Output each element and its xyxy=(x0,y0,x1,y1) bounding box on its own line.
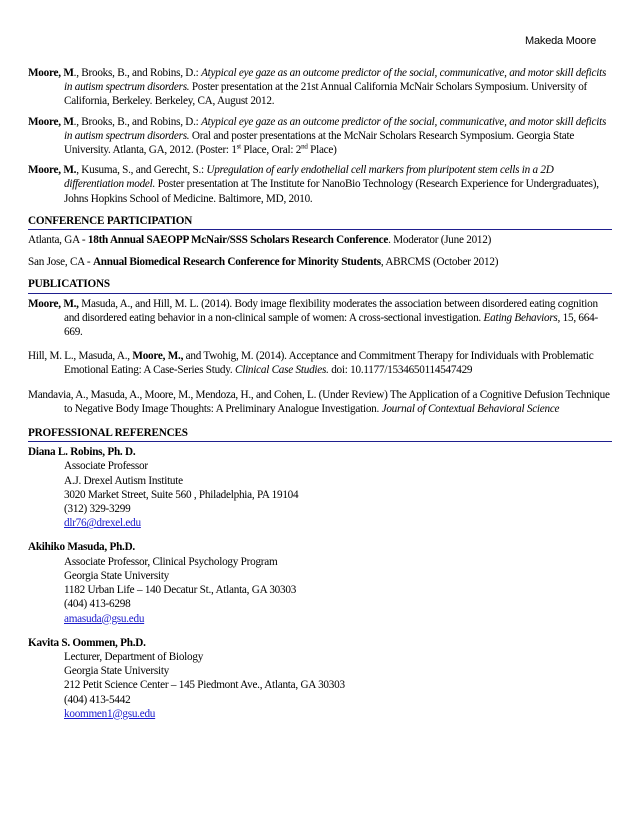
reference-phone: (404) 413-6298 xyxy=(64,598,131,611)
presentation-entry xyxy=(28,66,612,109)
reference-address: 212 Petit Science Center – 145 Piedmont Ave., Atlanta, GA 30303 xyxy=(64,679,345,692)
pub-text: and Twohig, M. (2014). Acceptance and Commitment Therapy for Individuals with Problematic Emotional Eating: A Case-Series Study. xyxy=(64,350,594,377)
publication-entry xyxy=(28,388,612,416)
reference-title: Associate Professor xyxy=(64,460,148,473)
reference-institution: Georgia State University xyxy=(64,665,170,678)
reference-name: Akihiko Masuda, Ph.D. xyxy=(28,541,135,554)
reference-phone: (404) 413-5442 xyxy=(64,693,131,706)
presentation-details: Place) xyxy=(307,144,337,157)
pub-pre: Mandavia, A., Masuda, A., Moore, M., Mendoza, H., and Cohen, L. (Under Review) The Application of a Cognitive Defusion Technique to Negative Body Image Thoughts: A Preliminary Analogue Investigation. xyxy=(28,388,610,415)
author-bold: Moore, M xyxy=(28,67,74,79)
presentation-details: Poster presentation at the 21st Annual California McNair Scholars Symposium. University of California, Berkeley. Berkeley, CA, August 2012. xyxy=(64,81,588,108)
pub-pre: Hill, M. L., Masuda, A., xyxy=(28,350,133,363)
author-list: ., Brooks, B., and Robins, D.: xyxy=(73,115,202,128)
reference-email-link[interactable]: koommen1@gsu.edu xyxy=(64,707,156,720)
reference-card xyxy=(28,445,612,530)
conference-item xyxy=(28,233,612,247)
reference-card xyxy=(28,636,612,721)
pub-journal: Clinical Case Studies. xyxy=(235,364,329,377)
pub-text: Masuda, A., and Hill, M. L. (2014). Body image flexibility moderates the association between disordered eating cognition and disordered eating behavior in a non-clinical sample of women: A cross-sectional investigation. xyxy=(64,297,598,324)
reference-title: Associate Professor, Clinical Psychology Program xyxy=(64,555,278,568)
presentation-entry xyxy=(28,115,612,158)
author-bold: Moore, M. xyxy=(28,164,77,177)
presentation-title: Atypical eye gaze as an outcome predictor of the social, communicative, and motor skill deficits in autism spectrum disorders. xyxy=(64,115,607,142)
pub-author-bold: Moore, M., xyxy=(132,350,184,363)
header-name: Makeda Moore xyxy=(525,35,596,47)
section-heading-publications: PUBLICATIONS xyxy=(28,277,612,293)
conference-name: 18th Annual SAEOPP McNair/SSS Scholars Research Conference xyxy=(87,234,389,247)
resume-content xyxy=(28,66,612,731)
author-list: ., Brooks, B., and Robins, D.: xyxy=(73,67,202,79)
publication-entry xyxy=(28,297,612,340)
conference-role: , ABRCMS (October 2012) xyxy=(380,256,499,269)
reference-address: 3020 Market Street, Suite 560 , Philadelphia, PA 19104 xyxy=(64,488,299,501)
conference-location: Atlanta, GA - xyxy=(28,234,88,247)
pub-journal: Journal of Contextual Behavioral Science xyxy=(381,402,560,415)
superscript: st xyxy=(236,142,241,151)
section-heading-conference: CONFERENCE PARTICIPATION xyxy=(28,214,612,230)
pub-author-bold: Moore, M., xyxy=(28,297,79,310)
presentation-title: Upregulation of early endothelial cell markers from pluripotent stem cells in a 2D differentiation model. xyxy=(64,164,554,191)
reference-email-link[interactable]: amasuda@gsu.edu xyxy=(64,612,145,625)
reference-card xyxy=(28,540,612,625)
pub-end: 15, 664-669. xyxy=(64,311,598,339)
reference-phone: (312) 329-3299 xyxy=(64,503,131,516)
presentation-details: Poster presentation at The Institute for NanoBio Technology (Research Experience for Undergraduates), Johns Hopkins School of Medicine. Baltimore, MD, 2010. xyxy=(64,178,599,205)
conference-role: . Moderator (June 2012) xyxy=(388,234,492,247)
presentation-entry xyxy=(28,163,612,206)
author-list: , Kusuma, S., and Gerecht, S.: xyxy=(76,164,207,177)
pub-journal: Eating Behaviors, xyxy=(483,311,561,324)
author-bold: Moore, M xyxy=(28,115,74,128)
conference-item xyxy=(28,255,612,269)
section-heading-references: PROFESSIONAL REFERENCES xyxy=(28,426,612,442)
reference-name: Diana L. Robins, Ph. D. xyxy=(28,446,136,459)
publication-entry xyxy=(28,349,612,377)
reference-email-link[interactable]: dlr76@drexel.edu xyxy=(64,517,141,530)
reference-institution: Georgia State University xyxy=(64,569,170,582)
reference-address: 1182 Urban Life – 140 Decatur St., Atlanta, GA 30303 xyxy=(64,584,297,597)
conference-location: San Jose, CA - xyxy=(28,256,93,269)
conference-name: Annual Biomedical Research Conference for Minority Students xyxy=(92,256,381,269)
reference-institution: A.J. Drexel Autism Institute xyxy=(64,474,183,487)
pub-end: doi: 10.1177/1534650114547429 xyxy=(328,364,473,377)
presentation-details: Place, Oral: 2 xyxy=(240,144,302,157)
reference-name: Kavita S. Oommen, Ph.D. xyxy=(28,636,146,649)
reference-title: Lecturer, Department of Biology xyxy=(64,650,204,663)
presentation-title: Atypical eye gaze as an outcome predictor of the social, communicative, and motor skill deficits in autism spectrum disorders. xyxy=(64,67,607,94)
superscript: nd xyxy=(301,142,308,151)
presentation-details: Oral and poster presentations at the McNair Scholars Research Symposium. Georgia State University. Atlanta, GA, 2012. (Poster: 1 xyxy=(64,129,575,157)
